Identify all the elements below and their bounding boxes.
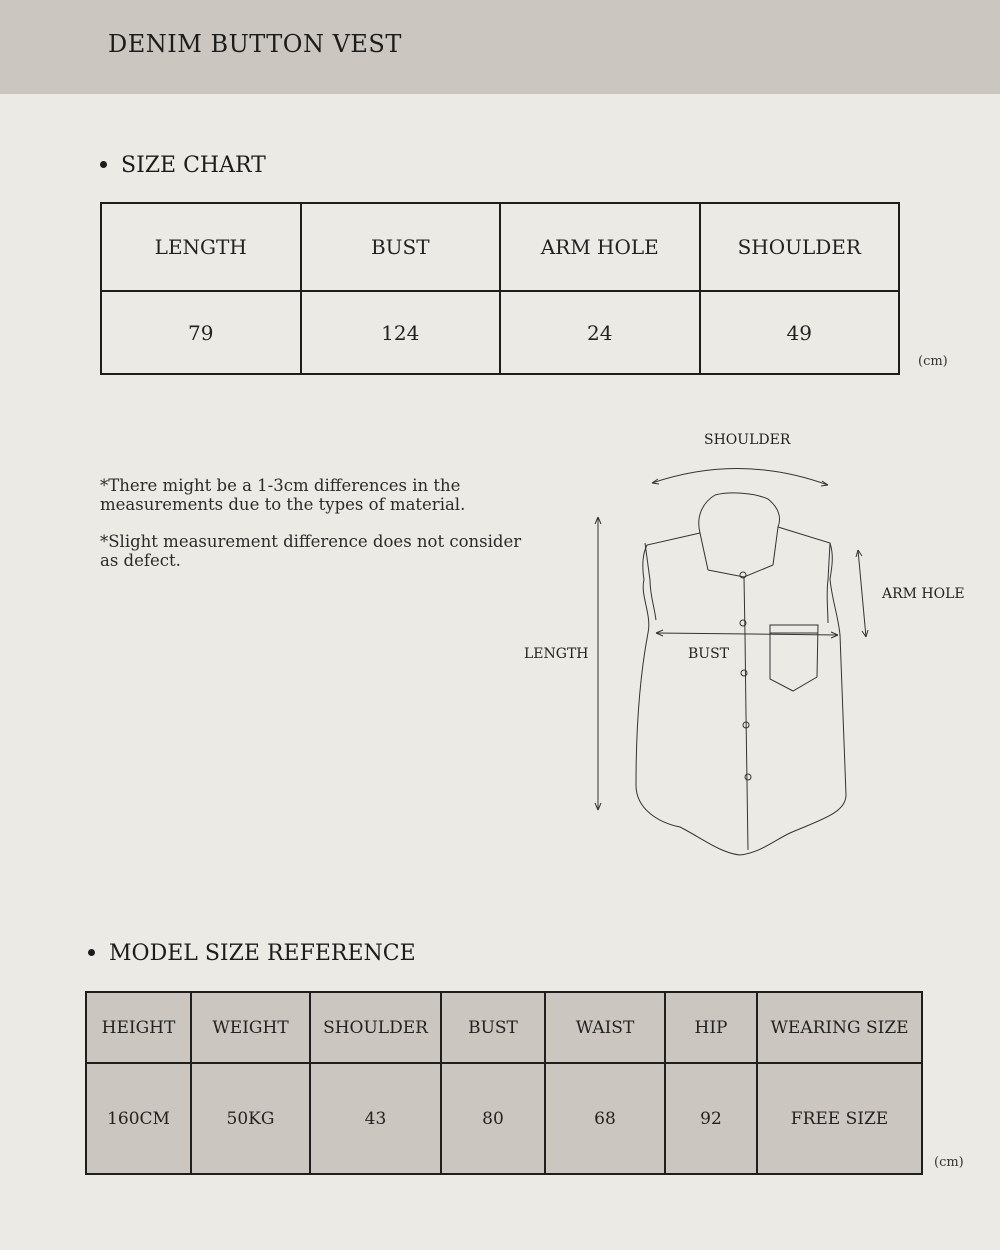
table-row <box>101 291 899 374</box>
header-cell-wearing-size: WEARING SIZE <box>757 992 922 1063</box>
value-cell-length: 79 <box>101 291 301 374</box>
value-cell-weight: 50KG <box>191 1063 310 1174</box>
size-chart-title: SIZE CHART <box>121 153 266 178</box>
header-cell-shoulder: SHOULDER <box>700 203 900 291</box>
header-cell-arm-hole: ARM HOLE <box>500 203 700 291</box>
header-cell-height: HEIGHT <box>86 992 191 1063</box>
model-size-heading <box>88 941 416 966</box>
value-cell-wearing-size: FREE SIZE <box>757 1063 922 1174</box>
value-cell-bust: 80 <box>441 1063 545 1174</box>
note-material: *There might be a 1-3cm differences in the measurements due to the types of material. <box>100 476 466 514</box>
header-cell-waist: WAIST <box>545 992 665 1063</box>
value-cell-hip: 92 <box>665 1063 757 1174</box>
bullet-icon <box>100 161 107 168</box>
header-cell-hip: HIP <box>665 992 757 1063</box>
header-cell-length: LENGTH <box>101 203 301 291</box>
header-cell-weight: WEIGHT <box>191 992 310 1063</box>
diagram-label-bust: BUST <box>688 646 730 662</box>
bullet-icon <box>88 949 95 956</box>
diagram-label-arm-hole: ARM HOLE <box>882 586 965 602</box>
table-row <box>86 1063 922 1174</box>
diagram-label-length: LENGTH <box>524 646 589 662</box>
model-size-unit: (cm) <box>934 1155 964 1170</box>
value-cell-waist: 68 <box>545 1063 665 1174</box>
size-chart-heading <box>100 153 266 178</box>
model-size-table <box>85 991 923 1175</box>
value-cell-shoulder: 43 <box>310 1063 441 1174</box>
page-title: DENIM BUTTON VEST <box>108 30 402 58</box>
size-chart-table <box>100 202 900 375</box>
note-defect: *Slight measurement difference does not consider as defect. <box>100 532 522 570</box>
value-cell-shoulder: 49 <box>700 291 900 374</box>
table-header-row <box>101 203 899 291</box>
vest-diagram-icon <box>590 455 890 865</box>
model-size-title: MODEL SIZE REFERENCE <box>109 941 416 966</box>
header-bar <box>0 0 1000 94</box>
header-cell-bust: BUST <box>301 203 501 291</box>
value-cell-height: 160CM <box>86 1063 191 1174</box>
header-cell-bust: BUST <box>441 992 545 1063</box>
header-cell-shoulder: SHOULDER <box>310 992 441 1063</box>
diagram-label-shoulder: SHOULDER <box>704 432 791 448</box>
size-chart-unit: (cm) <box>918 354 948 369</box>
table-header-row <box>86 992 922 1063</box>
value-cell-bust: 124 <box>301 291 501 374</box>
value-cell-arm-hole: 24 <box>500 291 700 374</box>
